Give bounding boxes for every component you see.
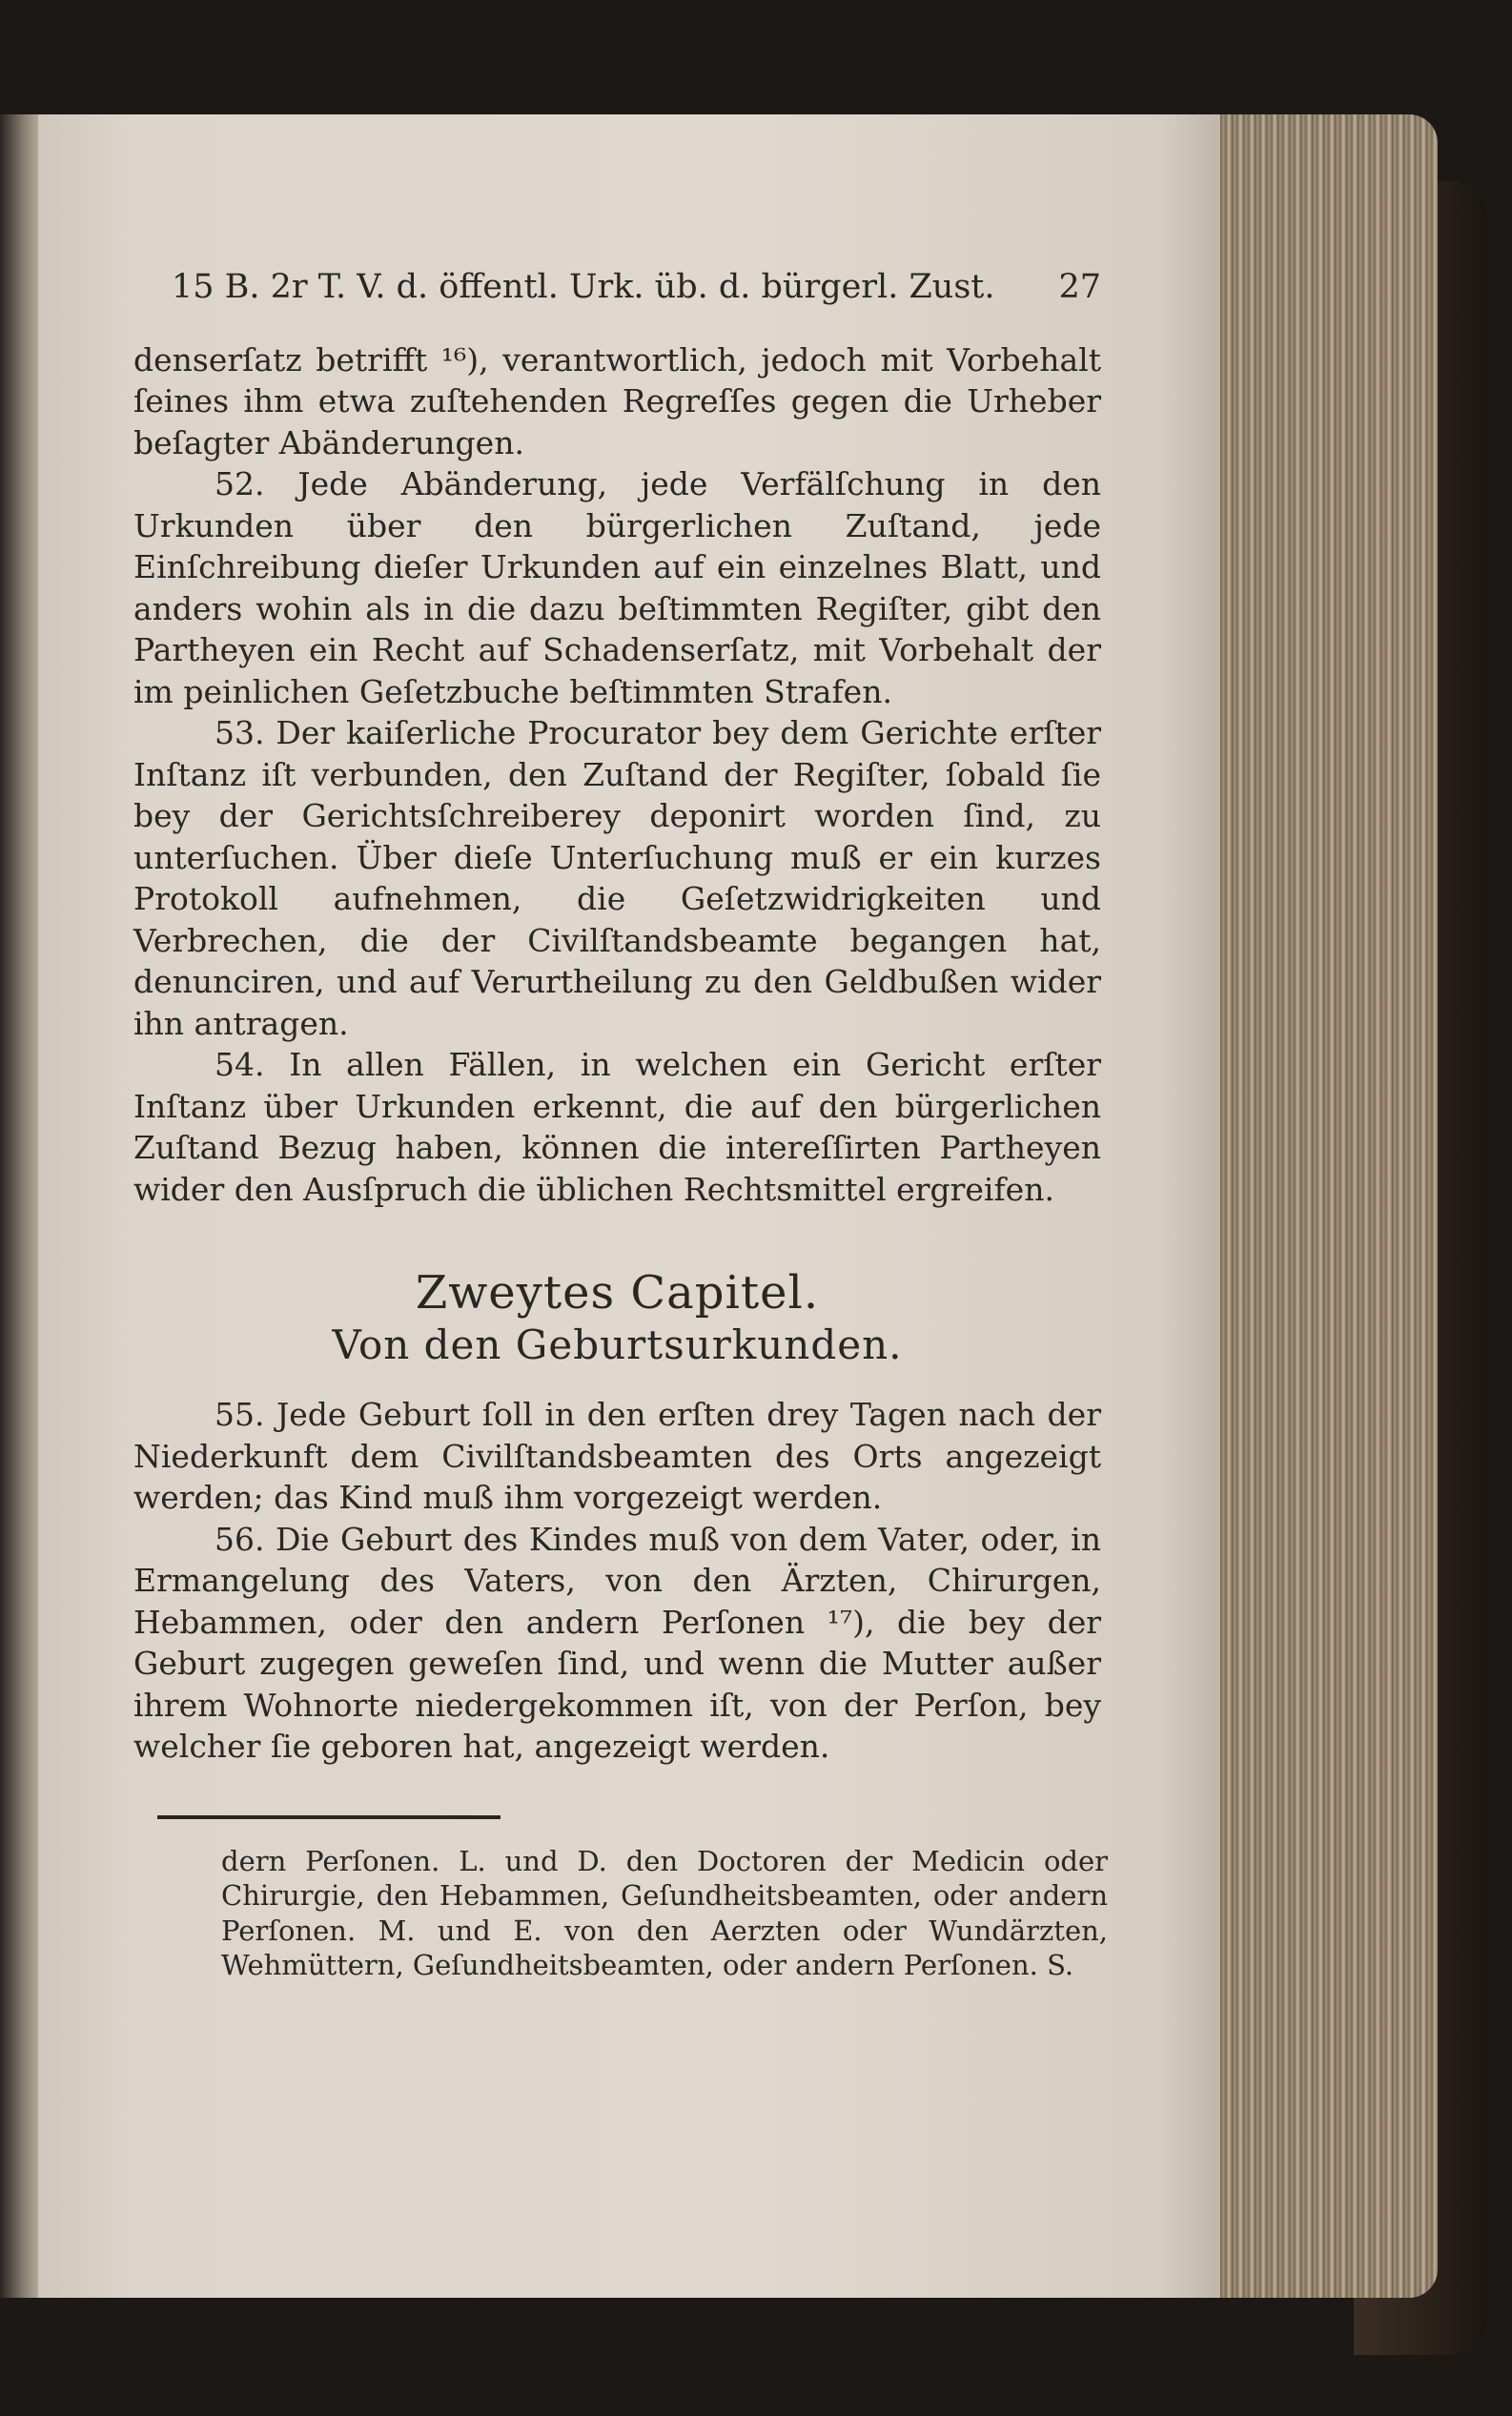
running-header <box>172 267 1101 309</box>
paragraph-52: 52. Jede Abänderung, jede Verfälſchung in den Urkunden über den bürgerlichen Zuſtand, jede Einſchreibung dieſer Urkunden auf ein einzelnes Blatt, und anders wohin als in die dazu beſtimmten Regiſter, gibt den Partheyen ein Recht auf Schadenserſatz, mit Vorbehalt der im peinlichen Geſetzbuche beſtimmten Strafen. <box>133 465 1101 710</box>
footnote: dern Perſonen. L. und D. den Doctoren der Medicin oder Chirurgie, den Hebammen, Geſundheitsbeamten, oder andern Perſonen. M. und E. von den Aerzten oder Wundärzten, Wehmüttern, Geſundheitsbeamten, oder andern Perſonen. S. <box>221 1844 1108 1981</box>
running-head: 15 B. 2r T. V. d. öffentl. Urk. üb. d. bürgerl. Zust. <box>172 268 995 306</box>
paragraph-55: 55. Jede Geburt ſoll in den erſten drey Tagen nach der Niederkunft dem Civilſtandsbeamten des Orts angezeigt werden; das Kind muß ihm vorgezeigt werden. <box>133 1396 1101 1516</box>
footnote-rule <box>157 1815 501 1819</box>
page-number: 27 <box>1058 268 1101 306</box>
continuation-paragraph: denserſatz betrifft ¹⁶), verantwortlich, jedoch mit Vorbehalt ſeines ihm etwa zuſtehenden Regreſſes gegen die Urheber beſagter Abänderungen. <box>133 340 1101 461</box>
page-text <box>133 267 1108 1983</box>
paragraph-54: 54. In allen Fällen, in welchen ein Gericht erſter Inſtanz über Urkunden erkennt, die auf den bürgerlichen Zuſtand Bezug haben, können die intereſſirten Partheyen wider den Ausſpruch die üblichen Rechtsmittel ergreifen. <box>133 1046 1101 1208</box>
paragraph-56: 56. Die Geburt des Kindes muß von dem Vater, oder, in Ermangelung des Vaters, von den Ärzten, Chirurgen, Hebammen, oder den andern Perſonen ¹⁷), die bey der Geburt zugegen geweſen ſind, und wenn die Mutter außer ihrem Wohnorte niedergekommen iſt, von der Perſon, bey welcher ſie geboren hat, angezeigt werden. <box>133 1520 1101 1765</box>
chapter-title: Zweytes Capitel. <box>415 1266 820 1320</box>
book-page <box>38 114 1220 2298</box>
chapter-subtitle: Von den Geburtsurkunden. <box>332 1321 903 1368</box>
paragraph-53: 53. Der kaiſerliche Procurator bey dem Gerichte erſter Inſtanz iſt verbunden, den Zuſtand der Regiſter, ſobald ſie bey der Gerichtsſchreiberey deponirt worden ſind, zu unterſuchen. Über dieſe Unterſuchung muß er ein kurzes Protokoll aufnehmen, die Geſetzwidrigkeiten und Verbrechen, die der Civilſtandsbeamte begangen hat, denunciren, und auf Verurtheilung zu den Geldbußen wider ihn antragen. <box>133 714 1101 1042</box>
page-block-edge <box>1209 114 1438 2298</box>
facing-page-edge <box>0 114 40 2298</box>
